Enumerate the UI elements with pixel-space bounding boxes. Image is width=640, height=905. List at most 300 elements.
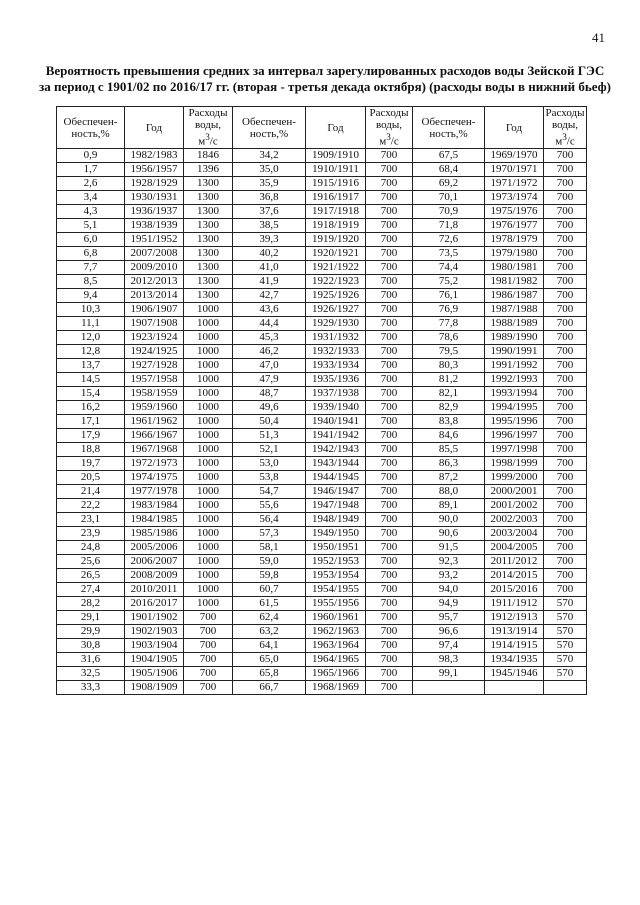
table-cell: 570 [544, 639, 587, 653]
table-cell: 700 [366, 177, 413, 191]
table-cell: 700 [544, 583, 587, 597]
table-cell: 3,4 [57, 191, 125, 205]
header-year: Год [485, 107, 544, 149]
table-cell: 1948/1949 [306, 513, 366, 527]
table-cell: 700 [544, 275, 587, 289]
table-cell: 1950/1951 [306, 541, 366, 555]
table-cell: 700 [544, 401, 587, 415]
table-cell: 1920/1921 [306, 247, 366, 261]
table-cell: 1000 [184, 303, 233, 317]
table-cell: 2011/2012 [485, 555, 544, 569]
table-cell: 1927/1928 [125, 359, 184, 373]
table-cell: 65,0 [233, 653, 306, 667]
table-cell: 1905/1906 [125, 667, 184, 681]
table-cell: 1985/1986 [125, 527, 184, 541]
table-row [57, 429, 587, 443]
table-cell: 700 [544, 317, 587, 331]
table-row [57, 289, 587, 303]
table-cell: 700 [544, 387, 587, 401]
table-cell: 570 [544, 625, 587, 639]
table-cell: 29,1 [57, 611, 125, 625]
table-cell: 700 [544, 359, 587, 373]
table-row [57, 247, 587, 261]
table-cell: 1914/1915 [485, 639, 544, 653]
table-cell: 52,1 [233, 443, 306, 457]
table-cell: 2008/2009 [125, 569, 184, 583]
table-cell: 1000 [184, 331, 233, 345]
table-cell: 700 [184, 653, 233, 667]
table-cell: 1990/1991 [485, 345, 544, 359]
table-cell: 23,1 [57, 513, 125, 527]
table-cell: 700 [366, 457, 413, 471]
table-cell: 96,6 [413, 625, 485, 639]
table-row [57, 415, 587, 429]
table-cell: 2013/2014 [125, 289, 184, 303]
table-cell: 70,1 [413, 191, 485, 205]
table-cell: 1999/2000 [485, 471, 544, 485]
table-cell: 1956/1957 [125, 163, 184, 177]
table-cell: 1964/1965 [306, 653, 366, 667]
table-cell: 1986/1987 [485, 289, 544, 303]
table-cell: 53,0 [233, 457, 306, 471]
table-cell: 94,0 [413, 583, 485, 597]
table-cell: 1000 [184, 359, 233, 373]
table-body [57, 149, 587, 695]
table-cell: 72,6 [413, 233, 485, 247]
table-cell: 1942/1943 [306, 443, 366, 457]
table-cell: 700 [366, 443, 413, 457]
table-cell: 1923/1924 [125, 331, 184, 345]
header-probability: Обеспечен-ность,% [413, 107, 485, 149]
table-row [57, 681, 587, 695]
table-cell: 13,7 [57, 359, 125, 373]
table-cell: 0,9 [57, 149, 125, 163]
table-cell: 92,3 [413, 555, 485, 569]
table-cell: 700 [544, 569, 587, 583]
table-cell: 700 [366, 359, 413, 373]
table-cell: 700 [544, 485, 587, 499]
table-cell: 48,7 [233, 387, 306, 401]
table-cell: 1907/1908 [125, 317, 184, 331]
table-cell: 570 [544, 597, 587, 611]
table-cell: 700 [544, 527, 587, 541]
table-cell: 1961/1962 [125, 415, 184, 429]
table-cell: 700 [544, 163, 587, 177]
table-cell: 700 [544, 541, 587, 555]
table-cell: 1000 [184, 527, 233, 541]
header-probability: Обеспечен-ность,% [57, 107, 125, 149]
table-cell: 1906/1907 [125, 303, 184, 317]
table-row [57, 569, 587, 583]
table-cell: 1992/1993 [485, 373, 544, 387]
table-cell: 24,8 [57, 541, 125, 555]
table-cell: 47,0 [233, 359, 306, 373]
table-cell: 700 [544, 555, 587, 569]
table-cell: 1300 [184, 177, 233, 191]
table-row [57, 163, 587, 177]
table-cell: 1901/1902 [125, 611, 184, 625]
table-cell: 32,5 [57, 667, 125, 681]
table-cell: 700 [366, 401, 413, 415]
table-row [57, 205, 587, 219]
table-cell: 2005/2006 [125, 541, 184, 555]
table-cell: 23,9 [57, 527, 125, 541]
table-cell: 82,1 [413, 387, 485, 401]
table-cell: 16,2 [57, 401, 125, 415]
table-cell: 1000 [184, 555, 233, 569]
table-cell: 41,0 [233, 261, 306, 275]
table-cell: 1300 [184, 275, 233, 289]
table-cell: 59,0 [233, 555, 306, 569]
table-cell: 1972/1973 [125, 457, 184, 471]
table-cell: 1000 [184, 485, 233, 499]
table-cell: 1911/1912 [485, 597, 544, 611]
table-cell: 700 [366, 415, 413, 429]
table-cell: 1953/1954 [306, 569, 366, 583]
table-cell: 1975/1976 [485, 205, 544, 219]
table-cell: 1930/1931 [125, 191, 184, 205]
table-cell: 85,5 [413, 443, 485, 457]
table-cell: 59,8 [233, 569, 306, 583]
table-cell: 2002/2003 [485, 513, 544, 527]
table-cell: 700 [366, 583, 413, 597]
table-cell: 27,4 [57, 583, 125, 597]
table-cell: 1922/1923 [306, 275, 366, 289]
document-title [30, 63, 620, 95]
table-cell: 35,0 [233, 163, 306, 177]
table-cell: 11,1 [57, 317, 125, 331]
table-cell: 700 [544, 205, 587, 219]
table-cell: 700 [366, 233, 413, 247]
table-cell: 1902/1903 [125, 625, 184, 639]
table-cell: 1976/1977 [485, 219, 544, 233]
table-cell: 1955/1956 [306, 597, 366, 611]
table-cell: 70,9 [413, 205, 485, 219]
table-cell: 6,8 [57, 247, 125, 261]
table-cell: 1967/1968 [125, 443, 184, 457]
table-cell: 1947/1948 [306, 499, 366, 513]
table-cell: 78,6 [413, 331, 485, 345]
table-cell: 700 [544, 233, 587, 247]
table-cell: 570 [544, 653, 587, 667]
table-cell: 1928/1929 [125, 177, 184, 191]
table-cell: 700 [544, 471, 587, 485]
table-cell: 1958/1959 [125, 387, 184, 401]
table-cell: 700 [366, 205, 413, 219]
table-cell: 700 [366, 597, 413, 611]
table-cell: 30,8 [57, 639, 125, 653]
table-cell: 36,8 [233, 191, 306, 205]
table-cell: 34,2 [233, 149, 306, 163]
title-line-2: за период с 1901/02 по 2016/17 гг. (вторая - третья декада октября) (расходы воды в нижний бьеф) [38, 79, 612, 94]
table-cell: 1959/1960 [125, 401, 184, 415]
table-cell: 1300 [184, 247, 233, 261]
table-cell: 89,1 [413, 499, 485, 513]
table-cell: 45,3 [233, 331, 306, 345]
table-cell: 28,2 [57, 597, 125, 611]
table-cell: 75,2 [413, 275, 485, 289]
table-row [57, 373, 587, 387]
table-cell: 17,9 [57, 429, 125, 443]
table-row [57, 583, 587, 597]
table-cell: 1910/1911 [306, 163, 366, 177]
table-cell: 700 [184, 611, 233, 625]
table-row [57, 303, 587, 317]
table-cell: 1926/1927 [306, 303, 366, 317]
table-cell: 1962/1963 [306, 625, 366, 639]
table-cell [544, 681, 587, 695]
table-row [57, 443, 587, 457]
table-cell: 38,5 [233, 219, 306, 233]
table-cell: 700 [366, 331, 413, 345]
table-cell: 1903/1904 [125, 639, 184, 653]
table-cell: 570 [544, 611, 587, 625]
table-cell: 74,4 [413, 261, 485, 275]
table-cell: 1913/1914 [485, 625, 544, 639]
table-cell: 87,2 [413, 471, 485, 485]
table-cell: 41,9 [233, 275, 306, 289]
table-cell: 2007/2008 [125, 247, 184, 261]
table-cell: 1933/1934 [306, 359, 366, 373]
table-cell: 700 [544, 219, 587, 233]
table-cell: 1921/1922 [306, 261, 366, 275]
table-cell: 700 [366, 653, 413, 667]
table-cell: 1963/1964 [306, 639, 366, 653]
table-cell: 1989/1990 [485, 331, 544, 345]
table-cell: 700 [366, 191, 413, 205]
table-cell: 1916/1917 [306, 191, 366, 205]
table-cell: 17,1 [57, 415, 125, 429]
table-cell: 1918/1919 [306, 219, 366, 233]
table-cell: 1982/1983 [125, 149, 184, 163]
table-row [57, 625, 587, 639]
table-cell: 2015/2016 [485, 583, 544, 597]
table-row [57, 219, 587, 233]
table-cell: 700 [366, 163, 413, 177]
table-cell: 700 [544, 443, 587, 457]
header-year: Год [125, 107, 184, 149]
table-cell: 700 [544, 247, 587, 261]
table-cell: 700 [366, 485, 413, 499]
table-cell: 2014/2015 [485, 569, 544, 583]
table-cell: 2001/2002 [485, 499, 544, 513]
table-cell: 700 [366, 611, 413, 625]
table-cell: 1300 [184, 191, 233, 205]
table-cell: 1300 [184, 205, 233, 219]
table-cell: 1000 [184, 373, 233, 387]
table-cell: 700 [544, 373, 587, 387]
table-cell: 700 [366, 625, 413, 639]
table-cell: 2009/2010 [125, 261, 184, 275]
table-cell: 1000 [184, 443, 233, 457]
table-cell: 1000 [184, 597, 233, 611]
table-cell: 1300 [184, 233, 233, 247]
table-cell: 8,5 [57, 275, 125, 289]
table-cell: 700 [184, 667, 233, 681]
table-cell: 700 [544, 499, 587, 513]
table-cell: 77,8 [413, 317, 485, 331]
table-cell: 1932/1933 [306, 345, 366, 359]
table-cell: 1000 [184, 387, 233, 401]
table-cell: 1954/1955 [306, 583, 366, 597]
table-cell: 6,0 [57, 233, 125, 247]
table-cell: 700 [366, 681, 413, 695]
table-cell: 12,8 [57, 345, 125, 359]
table-cell: 10,3 [57, 303, 125, 317]
table-cell: 700 [544, 457, 587, 471]
table-cell: 700 [366, 275, 413, 289]
table-cell: 700 [366, 513, 413, 527]
table-cell: 1943/1944 [306, 457, 366, 471]
table-cell: 1300 [184, 219, 233, 233]
table-cell: 1940/1941 [306, 415, 366, 429]
table-cell: 1000 [184, 569, 233, 583]
table-cell: 1931/1932 [306, 331, 366, 345]
header-flow: Расходы воды, $м^3/с$ [366, 107, 413, 149]
table-cell: 63,2 [233, 625, 306, 639]
table-cell: 1925/1926 [306, 289, 366, 303]
table-row [57, 611, 587, 625]
table-cell: 1000 [184, 499, 233, 513]
table-cell: 1973/1974 [485, 191, 544, 205]
table-cell: 2010/2011 [125, 583, 184, 597]
table-cell: 700 [184, 639, 233, 653]
table-cell: 83,8 [413, 415, 485, 429]
table-cell: 1981/1982 [485, 275, 544, 289]
table-cell: 1969/1970 [485, 149, 544, 163]
table-cell: 5,1 [57, 219, 125, 233]
table-cell: 700 [366, 303, 413, 317]
table-cell: 55,6 [233, 499, 306, 513]
table-cell: 1980/1981 [485, 261, 544, 275]
table-cell: 1995/1996 [485, 415, 544, 429]
table-row [57, 471, 587, 485]
table-cell: 700 [366, 639, 413, 653]
table-cell: 60,7 [233, 583, 306, 597]
table-cell: 700 [366, 499, 413, 513]
table-cell: 1919/1920 [306, 233, 366, 247]
header-flow: Расходы воды, $м^3/с$ [545, 107, 585, 148]
table-cell: 1974/1975 [125, 471, 184, 485]
table-cell: 1951/1952 [125, 233, 184, 247]
table-cell: 47,9 [233, 373, 306, 387]
table-cell: 1938/1939 [125, 219, 184, 233]
table-cell: 700 [366, 527, 413, 541]
table-cell: 700 [544, 429, 587, 443]
table-cell: 700 [544, 261, 587, 275]
table-cell: 1904/1905 [125, 653, 184, 667]
table-cell: 1000 [184, 317, 233, 331]
table-row [57, 359, 587, 373]
table-cell: 700 [366, 471, 413, 485]
table-cell: 1978/1979 [485, 233, 544, 247]
table-cell: 700 [544, 513, 587, 527]
table-cell: 700 [544, 289, 587, 303]
table-row [57, 387, 587, 401]
table-row [57, 191, 587, 205]
table-cell: 1,7 [57, 163, 125, 177]
table-row [57, 653, 587, 667]
table-row [57, 331, 587, 345]
table-row [57, 317, 587, 331]
table-cell: 18,8 [57, 443, 125, 457]
table-cell: 1929/1930 [306, 317, 366, 331]
table-cell: 1952/1953 [306, 555, 366, 569]
table-row [57, 667, 587, 681]
table-cell: 31,6 [57, 653, 125, 667]
table-cell: 44,4 [233, 317, 306, 331]
table-cell: 2006/2007 [125, 555, 184, 569]
table-cell [485, 681, 544, 695]
table-cell: 35,9 [233, 177, 306, 191]
table-cell: 25,6 [57, 555, 125, 569]
table-cell: 84,6 [413, 429, 485, 443]
page-number: 41 [592, 30, 605, 45]
table-cell: 66,7 [233, 681, 306, 695]
table-cell: 98,3 [413, 653, 485, 667]
table-cell: 4,3 [57, 205, 125, 219]
header-year: Год [306, 107, 366, 149]
table-cell: 700 [544, 303, 587, 317]
table-row [57, 639, 587, 653]
table-cell: 1971/1972 [485, 177, 544, 191]
table-cell: 2000/2001 [485, 485, 544, 499]
table-cell: 1924/1925 [125, 345, 184, 359]
table-cell: 700 [544, 415, 587, 429]
table-cell: 12,0 [57, 331, 125, 345]
table-cell: 61,5 [233, 597, 306, 611]
table-row [57, 233, 587, 247]
table-cell: 2012/2013 [125, 275, 184, 289]
table-cell: 76,9 [413, 303, 485, 317]
table-cell: 700 [184, 681, 233, 695]
table-cell: 1997/1998 [485, 443, 544, 457]
table-cell: 81,2 [413, 373, 485, 387]
table-cell: 700 [544, 177, 587, 191]
table-cell [413, 681, 485, 695]
table-cell: 700 [184, 625, 233, 639]
header-flow: Расходы воды, $м^3/с$ [184, 107, 233, 149]
table-cell: 33,3 [57, 681, 125, 695]
table-cell: 700 [366, 289, 413, 303]
table-cell: 1000 [184, 513, 233, 527]
table-cell: 1934/1935 [485, 653, 544, 667]
table-row [57, 555, 587, 569]
table-cell: 1396 [184, 163, 233, 177]
table-cell: 62,4 [233, 611, 306, 625]
table-cell: 1935/1936 [306, 373, 366, 387]
table-cell: 53,8 [233, 471, 306, 485]
table-cell: 71,8 [413, 219, 485, 233]
table-cell: 700 [366, 149, 413, 163]
table-cell: 1908/1909 [125, 681, 184, 695]
table-cell: 1984/1985 [125, 513, 184, 527]
table-cell: 1912/1913 [485, 611, 544, 625]
table-cell: 1945/1946 [485, 667, 544, 681]
table-cell: 29,9 [57, 625, 125, 639]
table-cell: 1960/1961 [306, 611, 366, 625]
table-cell: 42,7 [233, 289, 306, 303]
table-cell: 49,6 [233, 401, 306, 415]
table-cell: 1993/1994 [485, 387, 544, 401]
table-cell: 1944/1945 [306, 471, 366, 485]
table-cell: 1988/1989 [485, 317, 544, 331]
table-cell: 1000 [184, 429, 233, 443]
table-cell: 1941/1942 [306, 429, 366, 443]
table-cell: 46,2 [233, 345, 306, 359]
table-header-row [57, 107, 587, 149]
table-cell: 20,5 [57, 471, 125, 485]
